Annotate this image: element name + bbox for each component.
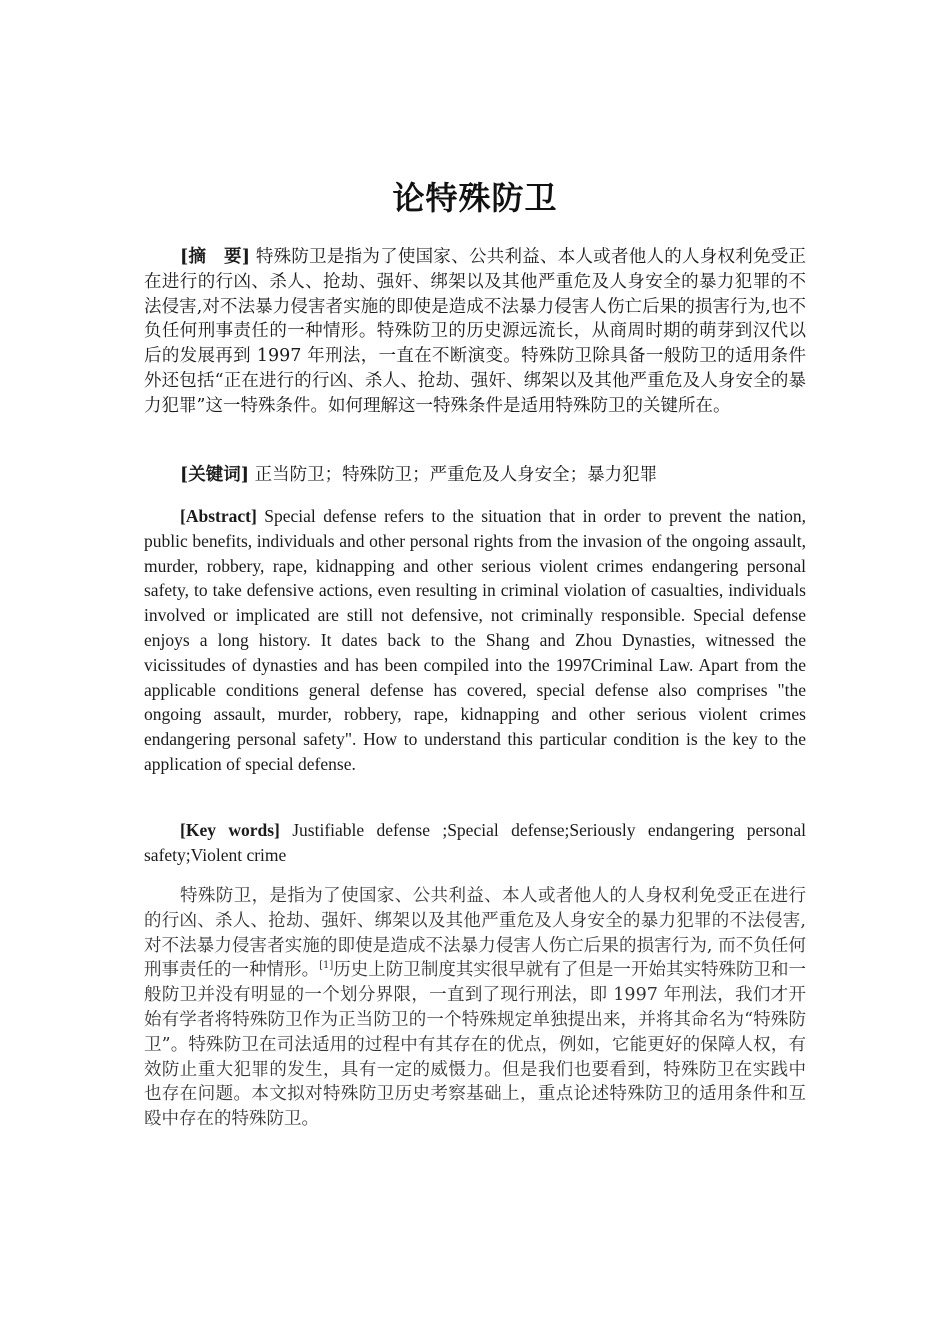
english-abstract-text: Special defense refers to the situation that in order to prevent the nation, public benefits, individuals and other personal rights from the invasion of the ongoing assault, murder, robbery, rape, kidnapping and other serious violent crimes endangering personal safety, to take defensive actions, even resulting in criminal violation of casualties, individuals involved or implicated are still not defensive, not criminally responsible. Special defense enjoys a long history. It dates back to the Shang and Zhou Dynasties, witnessed the vicissitudes of dynasties and has been compiled into the 1997Criminal Law. Apart from the applicable conditions general defense has covered, special defense also comprises "the ongoing assault, murder, robbery, rape, kidnapping and other serious violent crimes endangering personal safety". How to understand this particular condition is the key to the application of special defense. <box>144 506 807 774</box>
chinese-abstract-label: [摘 要] <box>180 247 251 267</box>
english-abstract <box>144 504 806 777</box>
chinese-abstract <box>144 245 806 419</box>
english-keywords-label: [Key words] <box>180 820 280 840</box>
english-abstract-label: [Abstract] <box>180 506 257 526</box>
chinese-keywords-label: [关键词] <box>180 465 250 485</box>
chinese-keywords-text: 正当防卫；特殊防卫；严重危及人身安全；暴力犯罪 <box>254 465 658 485</box>
chinese-abstract-text: 特殊防卫是指为了使国家、公共利益、本人或者他人的人身权利免受正在进行的行凶、杀人、抢劫、强奸、绑架以及其他严重危及人身安全的暴力犯罪的不法侵害,对不法暴力侵害者实施的即使是造成不法暴力侵害人伤亡后果的损害行为,也不负任何刑事责任的一种情形。特殊防卫的历史源远流长，从商周时期的萌芽到汉代以后的发展再到 1997 年刑法，一直在不断演变。特殊防卫除具备一般防卫的适用条件外还包括“正在进行的行凶、杀人、抢劫、强奸、绑架以及其他严重危及人身安全的暴力犯罪”这一特殊条件。如何理解这一特殊条件是适用特殊防卫的关键所在。 <box>144 247 806 416</box>
page-title: 论特殊防卫 <box>392 179 558 217</box>
introduction-paragraph <box>144 884 806 1132</box>
english-keywords-text: Justifiable defense ;Special defense;Seriously endangering personal safety;Violent crime <box>144 820 807 865</box>
footnote-reference[interactable]: [1] <box>319 960 334 972</box>
introduction-text-part1: 特殊防卫，是指为了使国家、公共利益、本人或者他人的人身权利免受正在进行的行凶、杀人、抢劫、强奸、绑架以及其他严重危及人身安全的暴力犯罪的不法侵害, 对不法暴力侵害者实施的即使是造成不法暴力侵害人伤亡后果的损害行为, 而不负任何刑事责任的一种情形。 <box>144 886 806 981</box>
introduction-text-part2: 历史上防卫制度其实很早就有了但是一开始其实特殊防卫和一般防卫并没有明显的一个划分界限，一直到了现行刑法，即 1997 年刑法，我们才开始有学者将特殊防卫作为正当防卫的一个特殊规定单独提出来，并将其命名为“特殊防卫”。特殊防卫在司法适用的过程中有其存在的优点，例如，它能更好的保障人权，有效防止重大犯罪的发生，具有一定的威慑力。但是我们也要看到，特殊防卫在实践中也存在问题。本文拟对特殊防卫历史考察基础上，重点论述特殊防卫的适用条件和互殴中存在的特殊防卫。 <box>144 960 807 1130</box>
chinese-keywords <box>144 463 806 488</box>
english-keywords <box>144 818 806 868</box>
